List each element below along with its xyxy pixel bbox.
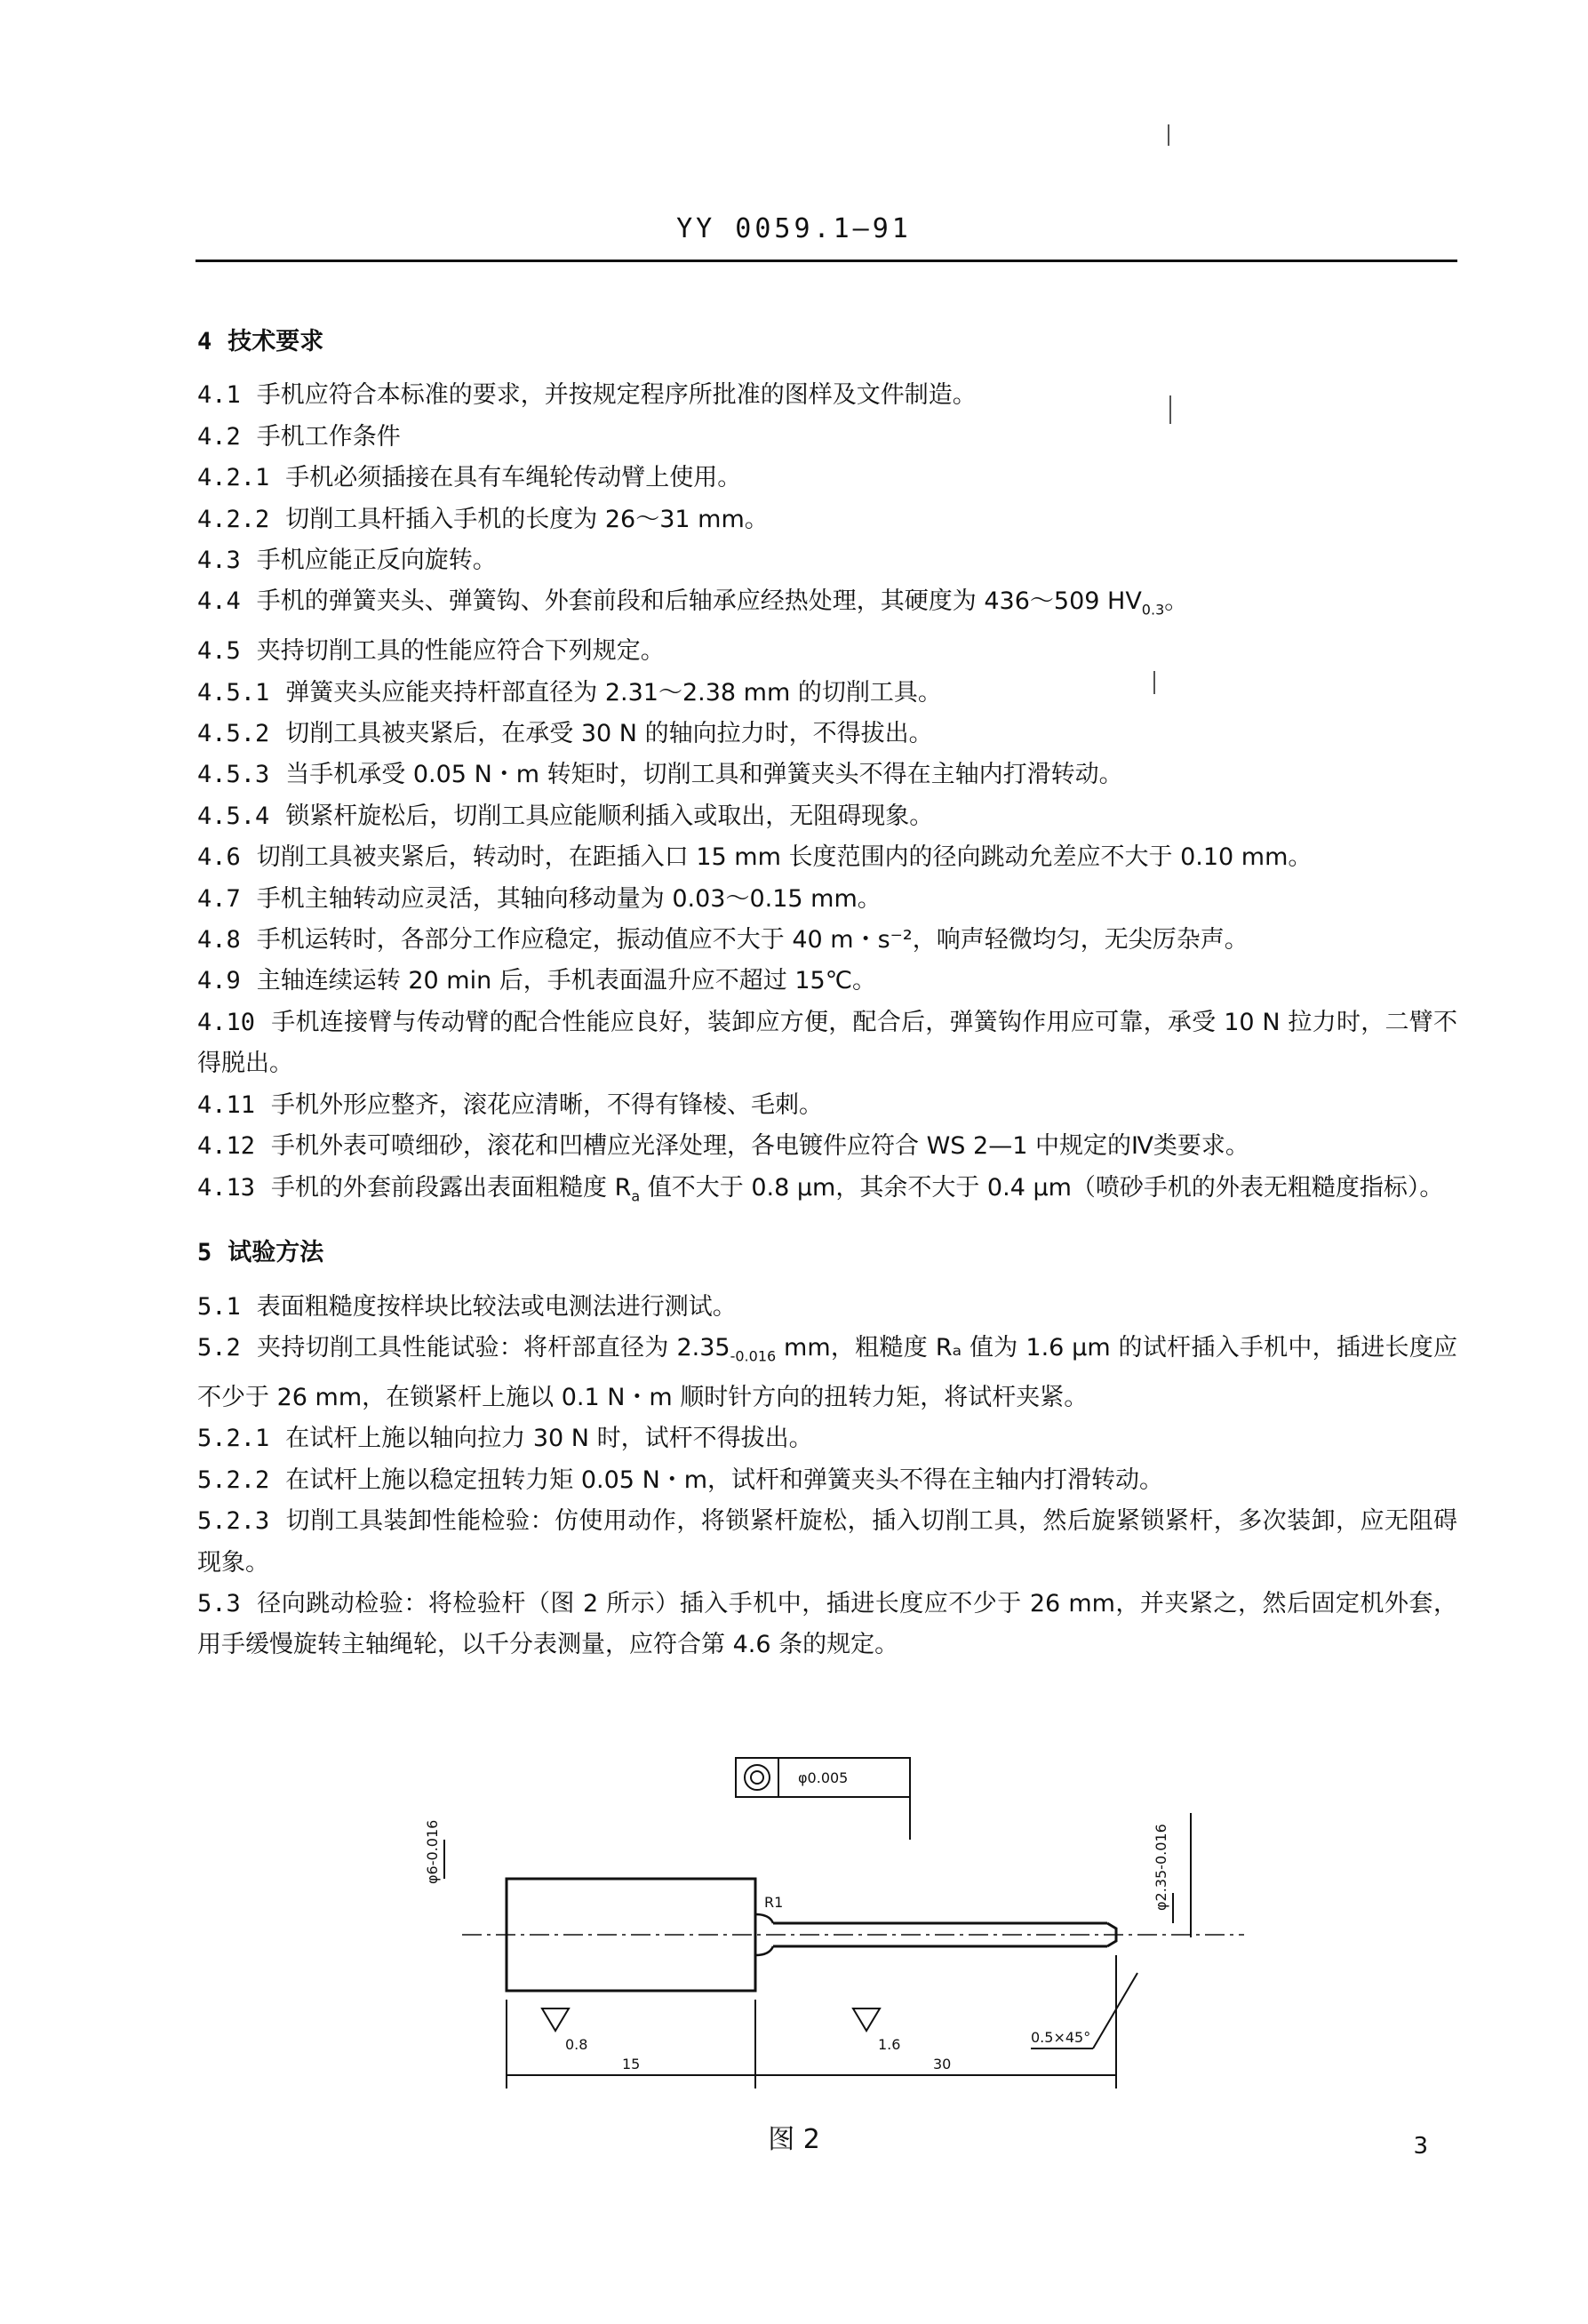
clause-4-1: 4.1 手机应符合本标准的要求，并按规定程序所批准的图样及文件制造。 <box>197 381 977 410</box>
rod-fillet <box>755 1914 773 1923</box>
roughness-symbol <box>853 2009 880 2031</box>
diameter-label: φ2.35-0.016 <box>1153 1824 1169 1911</box>
clause-4-5-1: 4.5.1 弹簧夹头应能夹持杆部直径为 2.31～2.38 mm 的切削工具。 <box>197 678 942 707</box>
header-rule <box>196 260 1457 262</box>
concentricity-symbol-outer <box>745 1765 770 1790</box>
radius-label: R1 <box>764 1894 784 1911</box>
clause-5-1: 5.1 表面粗糙度按样块比较法或电测法进行测试。 <box>197 1292 737 1321</box>
rod-fillet <box>755 1946 773 1955</box>
clause-5-2-2: 5.2.2 在试杆上施以稳定扭转力矩 0.05 N・m，试杆和弹簧夹头不得在主轴内打滑转动。 <box>197 1465 1164 1494</box>
clause-4-5-4: 4.5.4 锁紧杆旋松后，切削工具应能顺利插入或取出，无阻碍现象。 <box>197 802 934 830</box>
clause-4-9: 4.9 主轴连续运转 20 min 后，手机表面温升应不超过 15℃。 <box>197 967 877 995</box>
clause-4-6: 4.6 切削工具被夹紧后，转动时，在距插入口 15 mm 长度范围内的径向跳动允差应不大于 0.10 mm。 <box>197 843 1313 872</box>
clause-4-8: 4.8 手机运转时，各部分工作应稳定，振动值应不大于 40 m・s⁻²，响声轻微均匀，无尖厉杂声。 <box>197 926 1249 954</box>
clause-4-5-3: 4.5.3 当手机承受 0.05 N・m 转矩时，切削工具和弹簧夹头不得在主轴内打滑转动。 <box>197 761 1123 789</box>
diameter-label: φ6-0.016 <box>424 1819 441 1884</box>
figure-2-test-rod-drawing <box>409 1742 1280 2115</box>
tolerance-value: φ0.005 <box>798 1769 849 1786</box>
clause-4-4: 4.4 手机的弹簧夹头、弹簧钩、外套前段和后轴承应经热处理，其硬度为 436～509 $HV_{0.3}$。 <box>197 587 1189 619</box>
chamfer-label: 0.5×45° <box>1031 2029 1091 2046</box>
length-label: 30 <box>933 2056 952 2072</box>
clause-4-10: 4.10 手机连接臂与传动臂的配合性能应良好，装卸应方便，配合后，弹簧钩作用应可靠，承受 10 N 拉力时，二臂不得脱出。 <box>197 1008 1457 1078</box>
figure-caption: 图 2 <box>768 2124 820 2155</box>
standard-number: YY 0059.1—91 <box>676 213 912 244</box>
clause-4-2: 4.2 手机工作条件 <box>197 422 401 451</box>
clause-5-2: 5.2 夹持切削工具性能试验：将杆部直径为 $2.35_{-0.016}$ mm，粗糙度 Rₐ 值为 1.6 μm 的试杆插入手机中，插进长度应不少于 26 mm，在锁紧杆上施以 0.1 N・m 顺时针方向的扭转力矩，将试杆夹紧。 <box>197 1334 1457 1411</box>
clause-4-7: 4.7 手机主轴转动应灵活，其轴向移动量为 0.03～0.15 mm。 <box>197 884 882 913</box>
body-text <box>197 313 1457 1666</box>
clause-4-13: 4.13 手机的外套前段露出表面粗糙度 $R_a$ 值不大于 0.8 μm，其余不大于 0.4 μm（喷砂手机的外表无粗糙度指标）。 <box>197 1173 1444 1204</box>
page-number: 3 <box>1413 2133 1428 2160</box>
section-heading-5: 5 试验方法 <box>197 1239 324 1267</box>
roughness-value: 0.8 <box>565 2036 588 2053</box>
clause-5-3: 5.3 径向跳动检验：将检验杆（图 2 所示）插入手机中，插进长度应不少于 26 mm，并夹紧之，然后固定机外套，用手缓慢旋转主轴绳轮，以千分表测量，应符合第 4.6 条的规定。 <box>197 1589 1457 1659</box>
clause-4-2-2: 4.2.2 切削工具杆插入手机的长度为 26～31 mm。 <box>197 505 769 533</box>
roughness-symbol <box>542 2009 569 2031</box>
clause-5-2-1: 5.2.1 在试杆上施以轴向拉力 30 N 时，试杆不得拔出。 <box>197 1425 813 1453</box>
clause-4-5: 4.5 夹持切削工具的性能应符合下列规定。 <box>197 637 665 666</box>
scan-mark <box>1168 124 1169 146</box>
concentricity-symbol-inner <box>751 1771 763 1784</box>
clause-4-3: 4.3 手机应能正反向旋转。 <box>197 547 497 575</box>
length-label: 15 <box>622 2056 641 2072</box>
clause-5-2-3: 5.2.3 切削工具装卸性能检验：仿使用动作，将锁紧杆旋松，插入切削工具，然后旋紧锁紧杆，多次装卸，应无阻碍现象。 <box>197 1507 1457 1577</box>
clause-4-2-1: 4.2.1 手机必须插接在具有车绳轮传动臂上使用。 <box>197 464 742 492</box>
clause-4-5-2: 4.5.2 切削工具被夹紧后，在承受 30 N 的轴向拉力时，不得拔出。 <box>197 720 933 748</box>
roughness-value: 1.6 <box>878 2036 901 2053</box>
clause-4-11: 4.11 手机外形应整齐，滚花应清晰，不得有锋棱、毛刺。 <box>197 1090 824 1119</box>
section-heading-4: 4 技术要求 <box>197 328 324 355</box>
clause-4-12: 4.12 手机外表可喷细砂，滚花和凹槽应光泽处理，各电镀件应符合 WS 2—1 中规定的Ⅳ类要求。 <box>197 1132 1249 1161</box>
